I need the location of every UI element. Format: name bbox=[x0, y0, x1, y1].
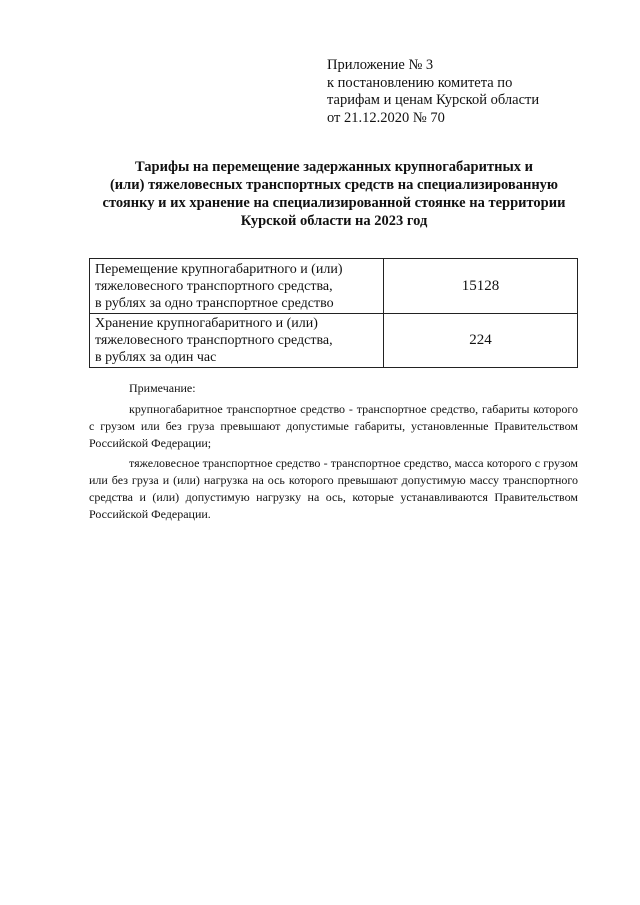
description-line: тяжеловесного транспортного средства, bbox=[95, 333, 333, 348]
title-line: стоянку и их хранение на специализированной стоянке на территории bbox=[102, 195, 566, 211]
tariff-value-cell: 224 bbox=[384, 314, 578, 368]
description-line: тяжеловесного транспортного средства, bbox=[95, 278, 333, 294]
notes-section bbox=[89, 380, 578, 526]
appendix-header bbox=[327, 57, 539, 127]
note-paragraph: крупногабаритное транспортное средство - транспортное средство, габариты которого с грузом или без груза превышают допустимые габариты, установленные Правительством Российской Федерации; bbox=[89, 402, 578, 450]
note-paragraph: тяжеловесное транспортное средство - транспортное средство, масса которого с грузом или без груза и (или) нагрузка на ось которого превышают допустимую массу транспортного средства и (или) допустимую нагрузку на ось, которые устанавливаются Правительством Российской Федерации. bbox=[89, 456, 578, 521]
title-line: (или) тяжеловесных транспортных средств на специализированную bbox=[109, 177, 559, 193]
appendix-line: Приложение № 3 bbox=[327, 57, 434, 73]
title-line: Курской области на 2023 год bbox=[240, 213, 428, 229]
notes-heading: Примечание: bbox=[129, 381, 196, 395]
description-line: Хранение крупногабаритного и (или) bbox=[95, 316, 318, 331]
description-line: Перемещение крупногабаритного и (или) bbox=[95, 261, 343, 277]
appendix-line: к постановлению комитета по bbox=[327, 74, 513, 91]
tariff-table bbox=[89, 258, 578, 368]
description-line: в рублях за одно транспортное средство bbox=[95, 295, 334, 311]
tariff-description-cell bbox=[90, 259, 384, 314]
table-row bbox=[90, 259, 578, 314]
tariff-description-cell bbox=[90, 314, 384, 368]
appendix-line: от 21.12.2020 № 70 bbox=[327, 109, 445, 126]
title-line: Тарифы на перемещение задержанных крупногабаритных и bbox=[134, 159, 534, 175]
table-row bbox=[90, 314, 578, 368]
document-title bbox=[86, 158, 582, 230]
appendix-line: тарифам и ценам Курской области bbox=[327, 92, 540, 108]
tariff-value-cell: 15128 bbox=[384, 259, 578, 314]
description-line: в рублях за один час bbox=[95, 350, 217, 365]
